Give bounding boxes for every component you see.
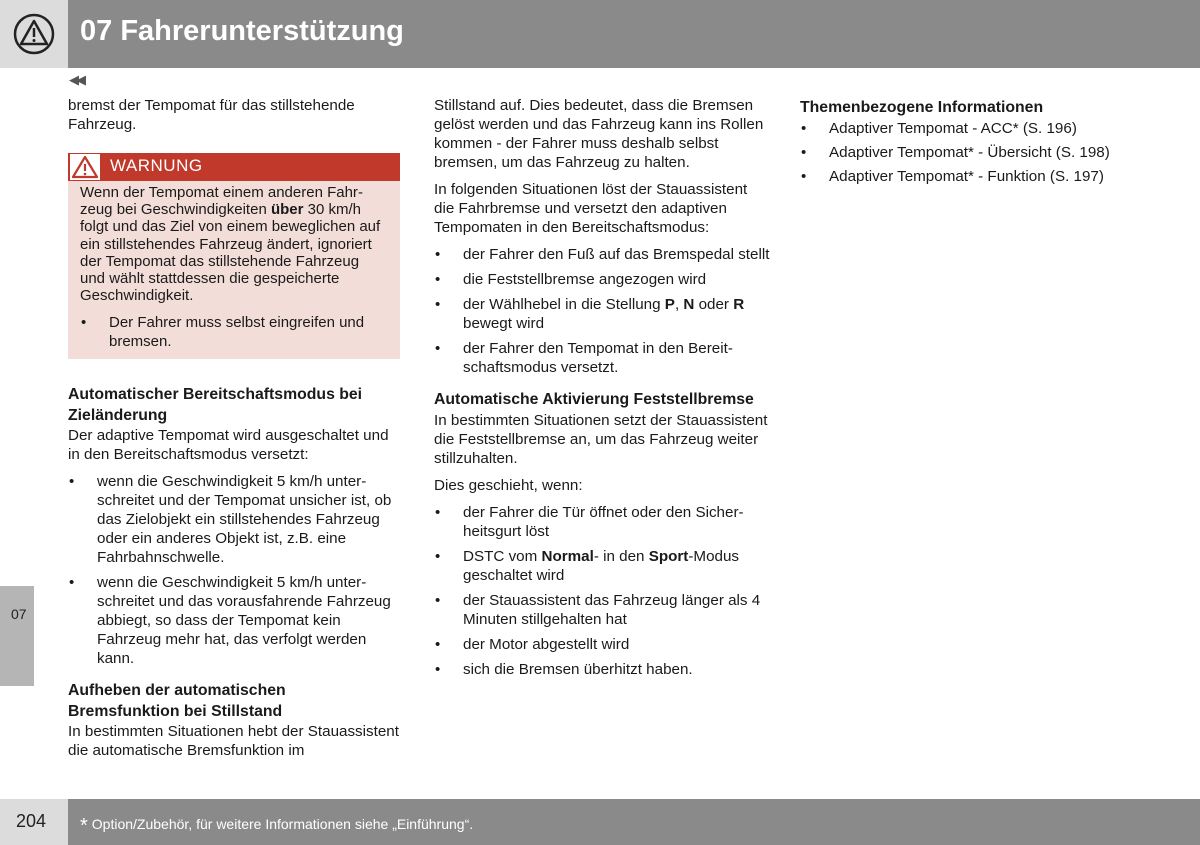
footnote-star: * <box>80 815 88 837</box>
list-item: • wenn die Geschwindigkeit 5 km/h unterschreitet und der Tempomat unsicher ist, ob das Zielobjekt ein stillstehendes Fahrzeug oder ein anderes Objekt ist, z.B. eine Fahrbahnschwelle. <box>68 472 400 567</box>
related-link[interactable]: • Adaptiver Tempomat - ACC* (S. 196) <box>800 119 1160 138</box>
list-item: • wenn die Geschwindigkeit 5 km/h unterschreitet und das vorausfahrende Fahrzeug abbiegt, so dass der Tempomat kein Fahrzeug mehr hat, das verfolgt werden kann. <box>68 573 400 668</box>
text-part: DSTC vom <box>463 547 542 565</box>
warning-header <box>68 153 400 181</box>
list-item <box>434 547 770 585</box>
list-item: • der Fahrer den Fuß auf das Bremspedal stellt <box>434 245 770 264</box>
warning-text <box>80 184 388 304</box>
list-item: • der Stauassistent das Fahrzeug länger als 4 Minuten stillgehalten hat <box>434 591 770 629</box>
page-number-area <box>0 799 68 845</box>
section-text: In bestimmten Situationen hebt der Stauassistent die automatische Bremsfunktion im <box>68 723 399 760</box>
list-item: • die Feststellbremse angezogen wird <box>434 270 770 289</box>
footnote <box>80 812 473 835</box>
bullet-list <box>434 503 770 679</box>
text-part: oder <box>694 296 734 313</box>
chapter-number: 07 <box>11 606 27 622</box>
bullet-list <box>68 472 400 668</box>
double-left-arrow-icon[interactable]: ◀◀ <box>69 72 83 87</box>
page-number: 204 <box>16 811 47 831</box>
list-item: • der Fahrer den Tempomat in den Bereitschaftsmodus versetzt. <box>434 339 770 377</box>
text-part: -Modus geschaltet wird <box>463 547 740 584</box>
list-item <box>434 295 770 333</box>
warning-box <box>68 153 400 359</box>
section-heading: Automatischer Bereitschaftsmodus bei Zieländerung <box>68 386 363 424</box>
text-part: , <box>674 296 684 313</box>
page-title: 07 Fahrerunterstützung <box>80 15 404 47</box>
warning-body <box>68 181 400 359</box>
warning-text-part: Wenn der Tempomat einem anderen Fahrzeug bei Geschwindigkeiten <box>80 184 363 219</box>
section-heading: Aufheben der automatischen Bremsfunktion bei Stillstand <box>68 682 286 720</box>
list-item: • sich die Bremsen überhitzt haben. <box>434 660 770 679</box>
section-text: Der adaptive Tempomat wird ausgeschaltet und in den Bereitschaftsmodus versetzt: <box>68 427 389 464</box>
section-text: In bestimmten Situationen setzt der Stauassistent die Feststellbremse an, um das Fahrzeug weiter stillzuhalten. <box>434 411 768 467</box>
paragraph: In folgenden Situationen löst der Stauassistent die Fahrbremse und versetzt den adaptiven Tempomaten in den Bereitschaftsmodus: <box>434 181 748 236</box>
text-part: der Wählhebel in die Stellung <box>463 296 665 313</box>
section-text: Dies geschieht, wenn: <box>434 476 583 494</box>
bullet-list <box>434 245 770 377</box>
section-heading: Automatische Aktivierung Feststellbremse <box>434 391 754 408</box>
intro-text: bremst der Tempomat für das stillstehende Fahrzeug. <box>68 97 355 133</box>
page-header <box>0 0 1200 68</box>
list-item: • der Fahrer die Tür öffnet oder den Sicherheitsgurt löst <box>434 503 770 541</box>
related-links <box>800 119 1160 186</box>
column-1 <box>68 96 400 760</box>
chapter-tab[interactable] <box>0 586 34 686</box>
related-link[interactable]: • Adaptiver Tempomat* - Funktion (S. 197) <box>800 167 1160 186</box>
paragraph: Stillstand auf. Dies bedeutet, dass die Bremsen gelöst werden und das Fahrzeug kann ins Rollen kommen - der Fahrer muss deshalb selbst bremsen, um das Fahrzeug zu halten. <box>434 97 764 171</box>
mode-sport: Sport <box>648 547 689 565</box>
footnote-text: Option/Zubehör, für weitere Informationen siehe „Einführung“. <box>91 816 474 832</box>
column-3 <box>800 98 1160 186</box>
header-icon-area <box>0 0 68 68</box>
related-info-heading: Themenbezogene Informationen <box>800 99 1044 116</box>
warning-list <box>80 313 388 351</box>
warning-text-bold: über <box>270 201 304 219</box>
column-2 <box>434 96 770 679</box>
related-link[interactable]: • Adaptiver Tempomat* - Übersicht (S. 198) <box>800 143 1160 162</box>
page-footer <box>0 799 1200 845</box>
gear-n: N <box>683 296 695 313</box>
warning-triangle-icon <box>13 13 55 55</box>
gear-p: P <box>664 296 675 313</box>
gear-r: R <box>733 296 745 313</box>
text-part: bewegt wird <box>463 315 545 332</box>
list-item: • Der Fahrer muss selbst eingreifen und bremsen. <box>80 313 388 351</box>
list-item: • der Motor abgestellt wird <box>434 635 770 654</box>
warning-title: WARNUNG <box>110 156 203 175</box>
mode-normal: Normal <box>541 547 594 565</box>
warning-triangle-icon <box>70 154 100 180</box>
text-part: - in den <box>593 547 649 565</box>
warning-text-part: 30 km/h folgt und das Ziel von einem beweglichen auf ein stillstehendes Fahrzeug ändert, ignoriert der Tempomat das stillstehende Fahrzeug und wählt stattdessen die gespeicherte Geschwindigkeit. <box>80 201 381 305</box>
